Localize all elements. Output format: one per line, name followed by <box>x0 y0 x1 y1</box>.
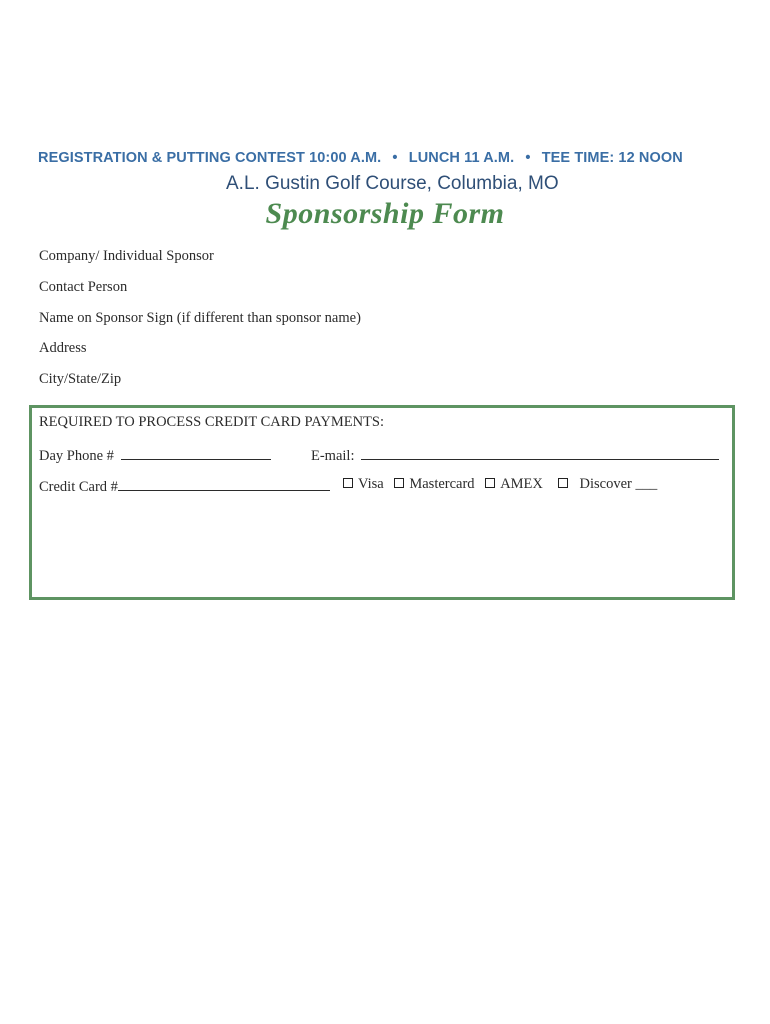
field-company-sponsor: Company/ Individual Sponsor <box>39 248 214 264</box>
credit-card-number-label: Credit Card # <box>39 479 118 495</box>
card-type-amex: AMEX <box>500 476 543 492</box>
card-type-options <box>341 476 657 493</box>
card-type-discover: Discover <box>579 476 632 492</box>
schedule-registration: REGISTRATION & PUTTING CONTEST 10:00 A.M. <box>38 150 382 166</box>
field-city-state-zip: City/State/Zip <box>39 371 122 387</box>
discover-suffix-line: ___ <box>635 476 658 492</box>
day-phone-label: Day Phone # <box>39 448 114 464</box>
checkbox-discover[interactable] <box>558 478 568 488</box>
checkbox-amex[interactable] <box>485 478 495 488</box>
email-label: E-mail: <box>311 448 355 464</box>
field-sponsor-sign-name: Name on Sponsor Sign (if different than sponsor name) <box>39 310 361 326</box>
checkbox-visa[interactable] <box>343 478 353 488</box>
day-phone-line[interactable] <box>121 445 271 460</box>
email-line[interactable] <box>361 445 719 460</box>
bullet-separator: • <box>392 150 398 166</box>
credit-card-number-line[interactable] <box>118 476 330 491</box>
card-type-visa: Visa <box>358 476 384 492</box>
credit-card-section <box>29 405 735 600</box>
field-address: Address <box>39 340 87 356</box>
bullet-separator: • <box>525 150 531 166</box>
field-contact-person: Contact Person <box>39 279 128 295</box>
day-phone-field[interactable] <box>39 445 271 465</box>
form-title: Sponsorship Form <box>265 197 505 230</box>
card-type-mastercard: Mastercard <box>409 476 475 492</box>
event-schedule <box>38 150 738 166</box>
email-field[interactable] <box>311 445 719 465</box>
schedule-lunch: LUNCH 11 A.M. <box>408 150 515 166</box>
venue-name: A.L. Gustin Golf Course, Columbia, MO <box>226 173 559 194</box>
schedule-tee-time: TEE TIME: 12 NOON <box>541 150 683 166</box>
checkbox-mastercard[interactable] <box>394 478 404 488</box>
credit-card-number-field[interactable] <box>39 476 330 496</box>
credit-card-heading: REQUIRED TO PROCESS CREDIT CARD PAYMENTS: <box>39 414 384 430</box>
